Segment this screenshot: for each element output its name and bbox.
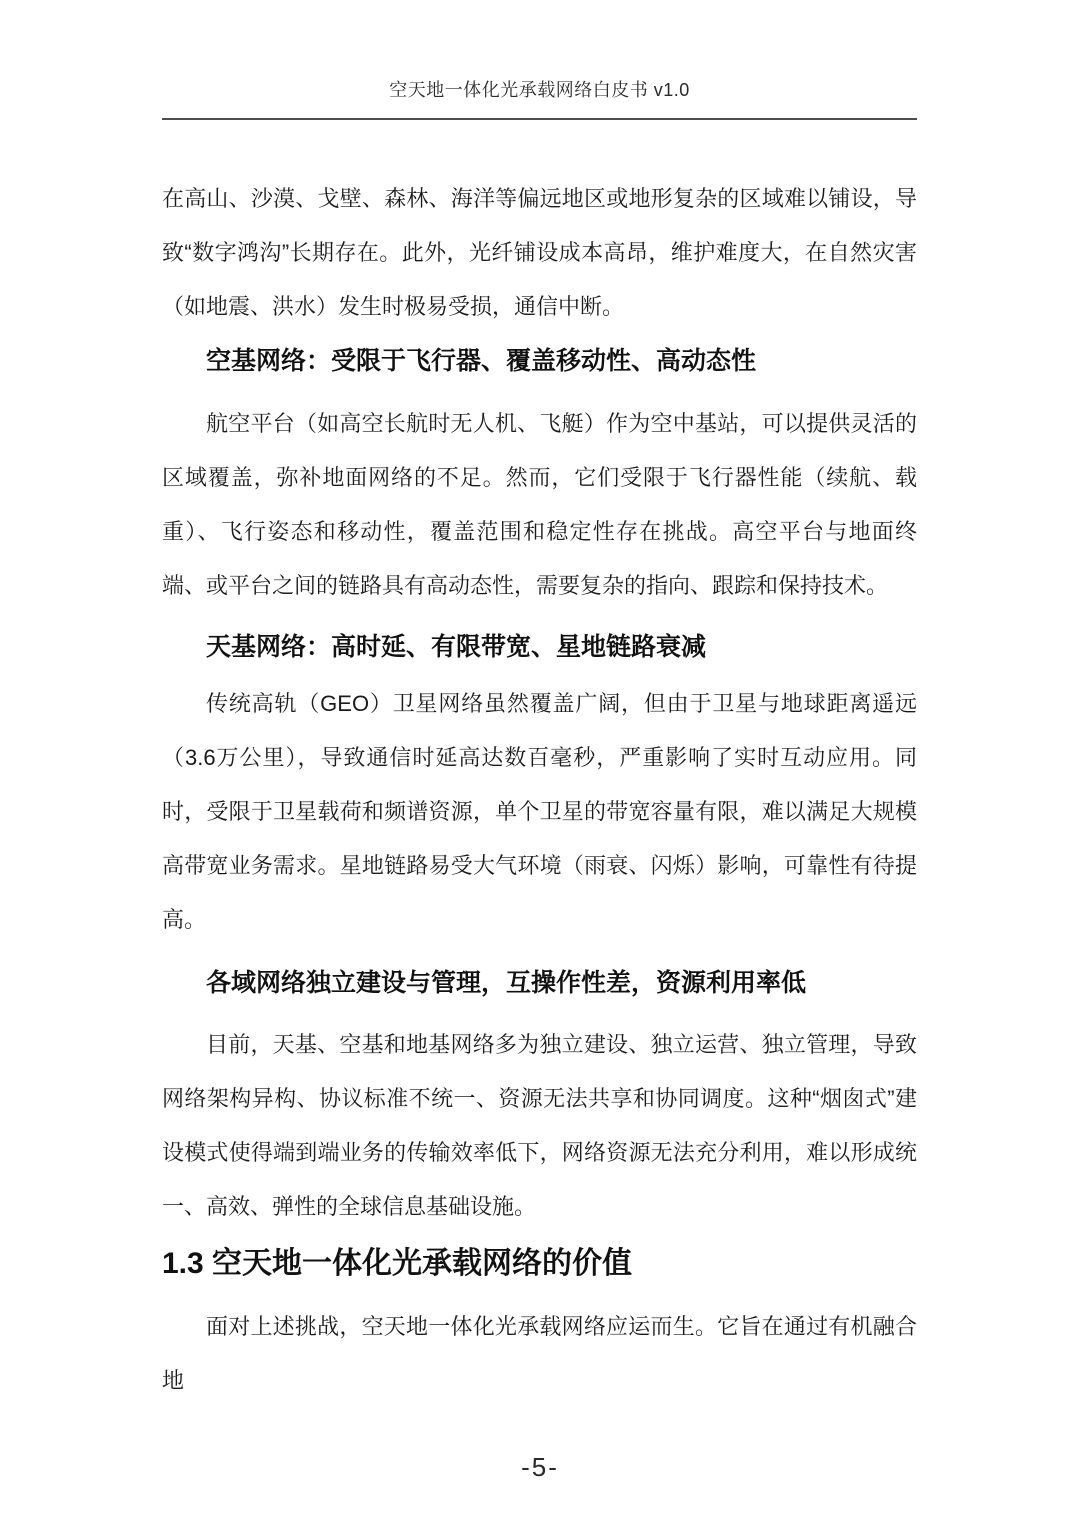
document-body xyxy=(162,172,917,1408)
paragraph-air-based-network: 航空平台（如高空长航时无人机、飞艇）作为空中基站，可以提供灵活的区域覆盖，弥补地面网络的不足。然而，它们受限于飞行器性能（续航、载重）、飞行姿态和移动性，覆盖范围和稳定性存在挑战。高空平台与地面终端、或平台之间的链路具有高动态性，需要复杂的指向、跟踪和保持技术。 xyxy=(162,411,917,598)
page-footer xyxy=(0,1440,1080,1494)
paragraph-independent-networks: 目前，天基、空基和地基网络多为独立建设、独立运营、独立管理，导致网络架构异构、协议标准不统一、资源无法共享和协同调度。这种“烟囱式”建设模式使得端到端业务的传输效率低下，网络资源无法充分利用，难以形成统一、高效、弹性的全球信息基础设施。 xyxy=(162,1032,917,1219)
page-header xyxy=(162,0,917,120)
page-number: -5- xyxy=(521,1452,559,1482)
section-heading-1-3: 1.3 空天地一体化光承载网络的价值 xyxy=(162,1247,633,1280)
paragraph-value-intro: 面对上述挑战，空天地一体化光承载网络应运而生。它旨在通过有机融合地 xyxy=(162,1314,917,1393)
header-title: 空天地一体化光承载网络白皮书 v1.0 xyxy=(389,80,690,100)
paragraph-ground-network-continued: 在高山、沙漠、戈壁、森林、海洋等偏远地区或地形复杂的区域难以铺设，导致“数字鸿沟”长期存在。此外，光纤铺设成本高昂，维护难度大，在自然灾害（如地震、洪水）发生时极易受损，通信中断。 xyxy=(162,186,917,319)
subheading-space-based-network: 天基网络：高时延、有限带宽、星地链路衰减 xyxy=(206,633,707,661)
subheading-air-based-network: 空基网络：受限于飞行器、覆盖移动性、高动态性 xyxy=(206,347,757,375)
subheading-independent-networks: 各域网络独立建设与管理，互操作性差，资源利用率低 xyxy=(206,969,807,997)
paragraph-space-based-network: 传统高轨（GEO）卫星网络虽然覆盖广阔，但由于卫星与地球距离遥远（3.6万公里），导致通信时延高达数百毫秒，严重影响了实时互动应用。同时，受限于卫星载荷和频谱资源，单个卫星的带宽容量有限，难以满足大规模高带宽业务需求。星地链路易受大气环境（雨衰、闪烁）影响，可靠性有待提高。 xyxy=(162,691,917,932)
